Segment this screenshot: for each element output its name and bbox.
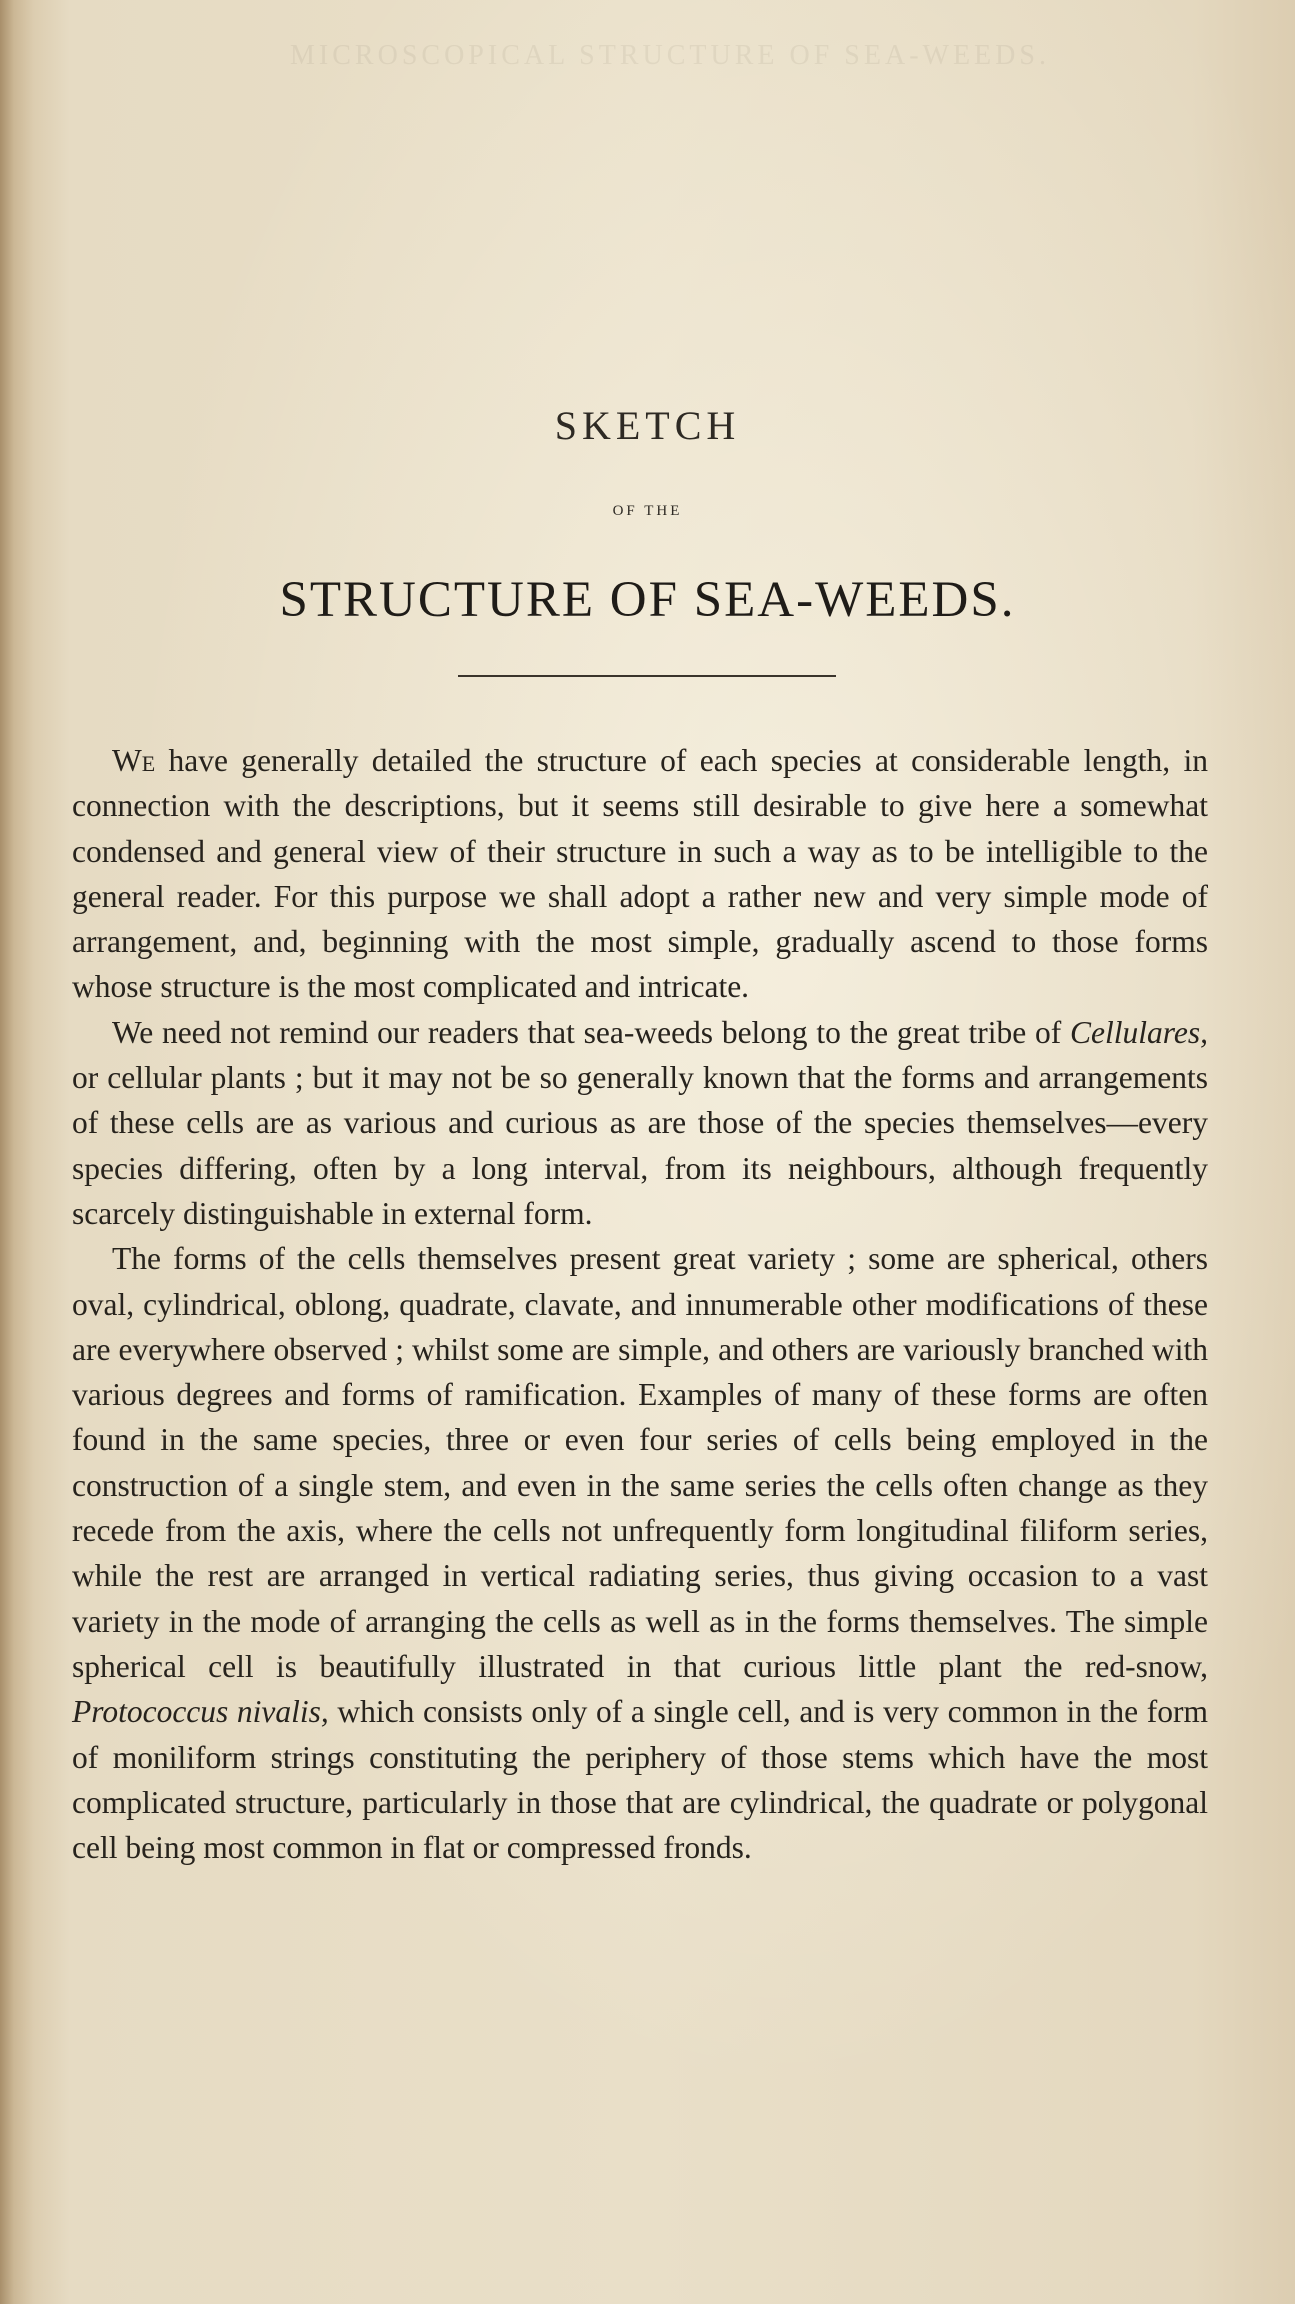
paragraph-2 <box>72 1010 1208 1236</box>
title-divider-rule <box>458 675 836 677</box>
paragraph-1 <box>72 738 1208 1010</box>
paragraph-3 <box>72 1236 1208 1870</box>
title-sketch: SKETCH <box>554 403 741 448</box>
paragraph-2-text-before: We need not remind our readers that sea-weeds belong to the great tribe of <box>112 1014 1071 1050</box>
running-head-bleedthrough: MICROSCOPICAL STRUCTURE OF SEA-WEEDS. <box>290 40 1050 71</box>
paragraph-2-italic-term: Cellulares, <box>1070 1014 1208 1050</box>
paragraph-lead-word: We <box>112 743 156 778</box>
paragraph-3-text-after: which consists only of a single cell, and is very common in the form of moniliform strings constituting the periphery of those stems which have the most complicated structure, particularly in those that are cylindrical, the quadrate or polygonal cell being most common in flat or compressed fronds. <box>72 1694 1208 1866</box>
body-text <box>72 738 1208 1870</box>
title-structure-of-sea-weeds: STRUCTURE OF SEA-WEEDS. <box>279 572 1016 628</box>
paragraph-1-text: have generally detailed the structure of each species at considerable length, in connection with the descriptions, but it seems still desirable to give here a somewhat condensed and general view of their structure in such a way as to be intelligible to the general reader. For this purpose we shall adopt a rather new and very simple mode of arrangement, and, beginning with the most simple, gradually ascend to those forms whose structure is the most complicated and intricate. <box>72 743 1208 1005</box>
paragraph-3-text-before: The forms of the cells themselves present great variety ; some are spherical, others oval, cylindrical, oblong, quadrate, clavate, and innumerable other modifications of these are everywhere observed ; whilst some are simple, and others are variously branched with various degrees and forms of ramification. Examples of many of these forms are often found in the same species, three or even four series of cells being employed in the construction of a single stem, and even in the same series the cells often change as they recede from the axis, where the cells not unfrequently form longitudinal filiform series, while the rest are arranged in vertical radiating series, thus giving occasion to a vast variety in the mode of arranging the cells as well as in the forms themselves. The simple spherical cell is beautifully illustrated in that curious little plant the red-snow, <box>72 1241 1208 1684</box>
paragraph-2-text-after: or cellular plants ; but it may not be so generally known that the forms and arrangements of these cells are as various and curious as are those of the species themselves—every species differing, often by a long interval, from its neighbours, although frequently scarcely distinguishable in external form. <box>72 1060 1208 1231</box>
paragraph-3-italic-term: Protococcus nivalis, <box>72 1694 329 1730</box>
title-of-the: OF THE <box>612 503 683 519</box>
